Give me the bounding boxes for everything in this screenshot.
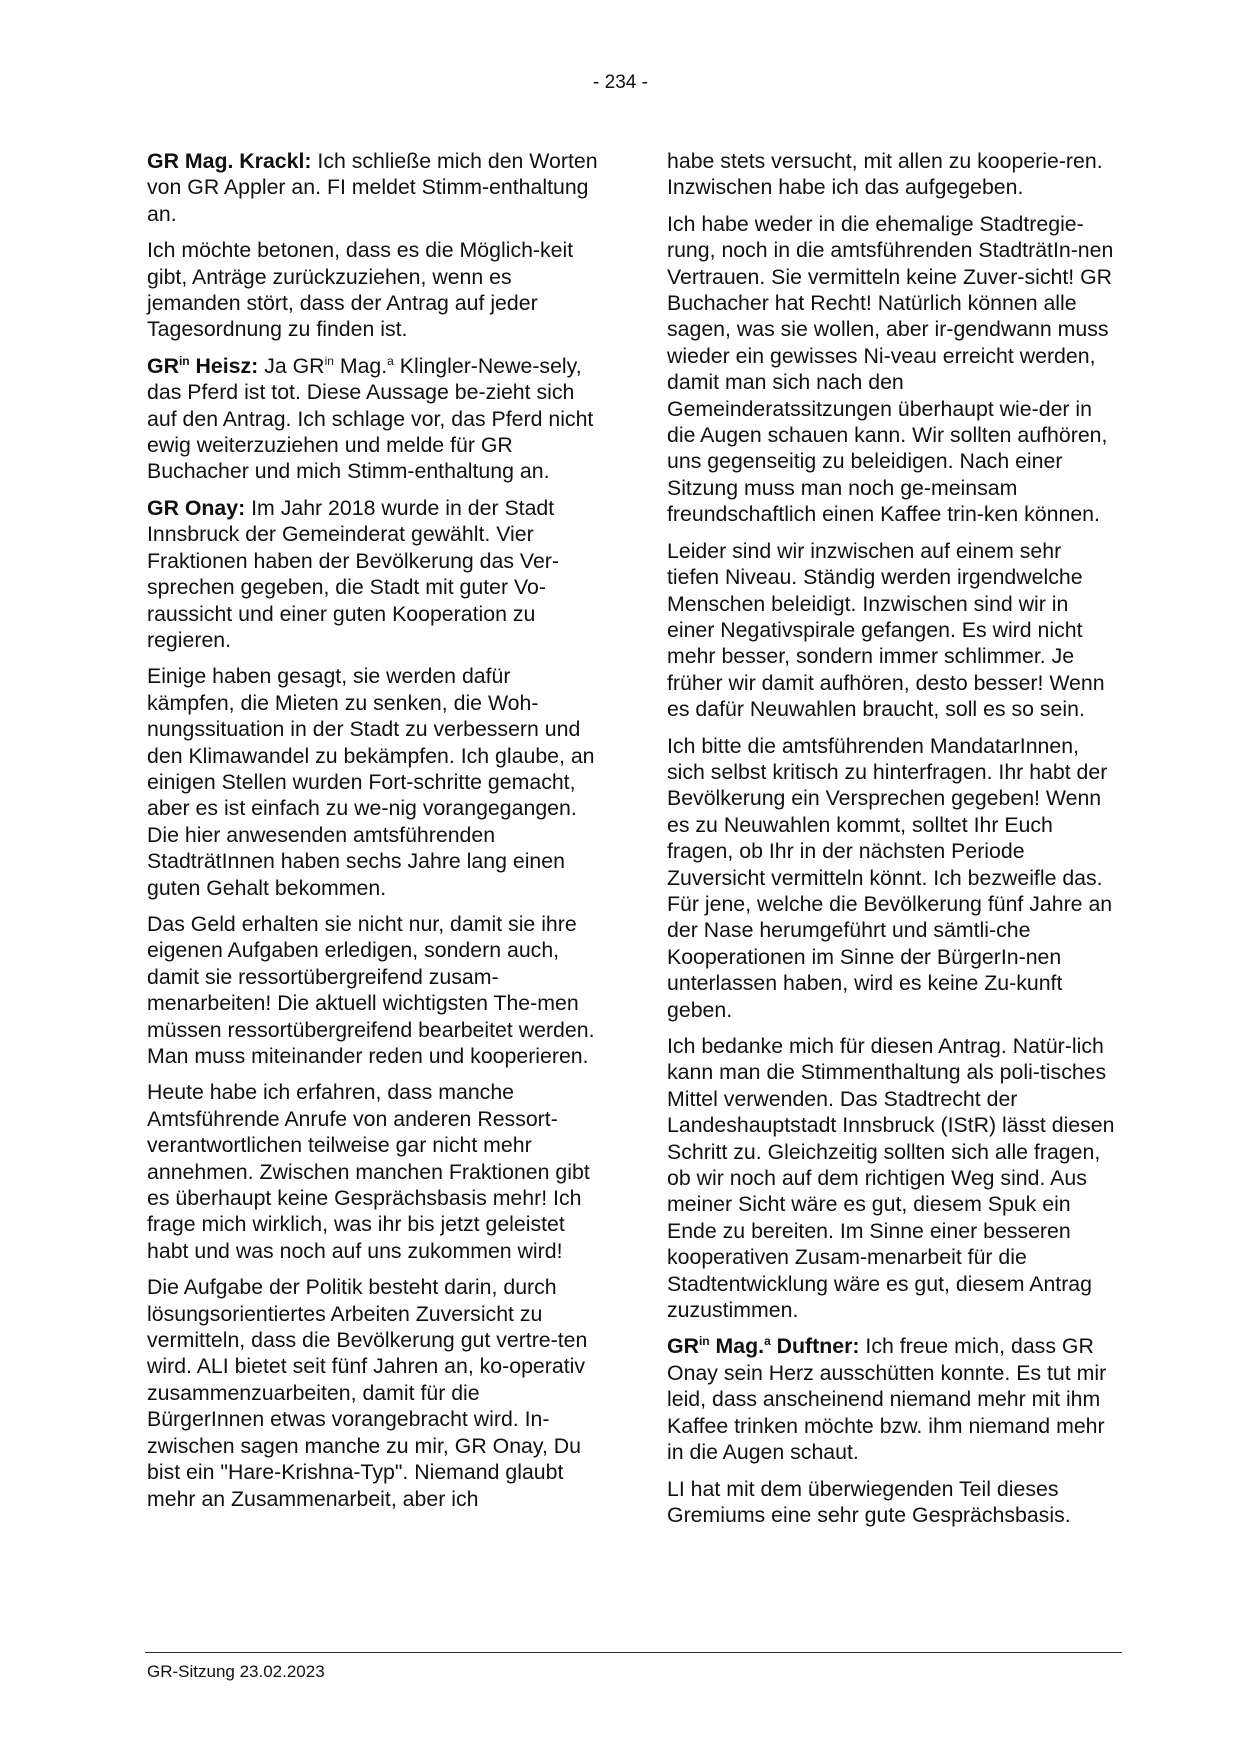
footer-session-date: GR-Sitzung 23.02.2023 [147, 1662, 325, 1681]
paragraph: Die Aufgabe der Politik besteht darin, durch lösungsorientiertes Arbeiten Zuversicht zu vermitteln, dass die Bevölkerung gut vertre-ten wird. ALI bietet seit fünf Jahren an, ko-operativ zusammenzuarbeiten, damit für die BürgerInnen etwas vorangebracht wird. In-zwischen sagen manche zu mir, GR Onay, Du bist ein "Hare-Krishna-Typ". Niemand glaubt mehr an Zusammenarbeit, aber ich [147, 1275, 588, 1511]
paragraph-text: Klingler-Newe-sely, das Pferd ist tot. Diese Aussage be-zieht sich auf den Antrag. Ich schlage vor, das Pferd nicht ewig weiterzuziehen und melde für GR Buchacher und mich Stimm-enthaltung an. [147, 353, 594, 484]
left-column [147, 148, 599, 1522]
paragraph-krackl [147, 148, 599, 227]
page-number: - 234 - [593, 72, 648, 93]
paragraph: Ich bitte die amtsführenden MandatarInnen, sich selbst kritisch zu hinterfragen. Ihr habt der Bevölkerung ein Versprechen gegeben! Wenn es zu Neuwahlen kommt, solltet Ihr Euch fragen, ob Ihr in der nächsten Periode Zuversicht vermitteln könnt. Ich bezweifle das. Für jene, welche die Bevölkerung fünf Jahre an der Nase herumgeführt und sämtli-che Kooperationen im Sinne der BürgerIn-nen unterlassen haben, wird es keine Zu-kunft geben. [667, 733, 1113, 1022]
speaker-name: $GR^{in}$ Heisz: [147, 353, 259, 378]
footer-divider [145, 1652, 1122, 1653]
paragraph-text: Ich freue mich, dass GR Onay sein Herz ausschütten konnte. Es tut mir leid, dass anscheinend niemand mehr mit ihm Kaffee trinken möchte bzw. ihm niemand mehr in die Augen schaut. [667, 1334, 1107, 1465]
paragraph: Leider sind wir inzwischen auf einem sehr tiefen Niveau. Ständig werden irgendwelche Menschen beleidigt. Inzwischen sind wir in einer Negativspirale gefangen. Es wird nicht mehr besser, sondern immer schlimmer. Je früher wir damit aufhören, desto besser! Wenn es dafür Neuwahlen braucht, soll es so sein. [667, 538, 1105, 722]
paragraph: Heute habe ich erfahren, dass manche Amtsführende Anrufe von anderen Ressort-verantwortlichen teilweise gar nicht mehr annehmen. Zwischen manchen Fraktionen gibt es überhaupt keine Gesprächsbasis mehr! Ich frage mich wirklich, was ihr bis jetzt geleistet habt und was noch auf uns zukommen wird! [147, 1080, 590, 1263]
paragraph-heisz: $GR^{in}$ Heisz: Ja $GR^{in}$ Mag.$^a$ Klingler-Newe-sely, das Pferd ist tot. Diese Aussage be-zieht sich auf den Antrag. Ich schlage vor, das Pferd nicht ewig weiterzuziehen und melde für GR Buchacher und mich Stimm-enthaltung an. [147, 353, 594, 484]
speaker-name: GR Onay: [147, 495, 246, 520]
right-column [667, 148, 1119, 1538]
paragraph: Ich habe weder in die ehemalige Stadtregie-rung, noch in die amtsführenden StadträtIn-nen Vertrauen. Sie vermitteln keine Zuver-sicht! GR Buchacher hat Recht! Natürlich können alle sagen, was sie wollen, aber ir-gendwann muss wieder ein gewisses Ni-veau erreicht werden, damit man sich nach den Gemeinderatssitzungen überhaupt wie-der in die Augen schauen kann. Wir sollten aufhören, uns gegenseitig zu beleidigen. Nach einer Sitzung muss man noch ge-meinsam freundschaftlich einen Kaffee trin-ken können. [667, 211, 1114, 527]
speaker-name: GR Mag. Krackl: [147, 149, 312, 173]
paragraph: Das Geld erhalten sie nicht nur, damit sie ihre eigenen Aufgaben erledigen, sondern auch, damit sie ressortübergreifend zusam-menarbeiten! Die aktuell wichtigsten The-men müssen ressortübergreifend bearbeitet werden. Man muss miteinander reden und kooperieren. [147, 911, 595, 1068]
paragraph: Ich möchte betonen, dass es die Möglich-keit gibt, Anträge zurückzuziehen, wenn es jemanden stört, dass der Antrag auf jeder Tagesordnung zu finden ist. [147, 238, 574, 342]
paragraph: LI hat mit dem überwiegenden Teil dieses Gremiums eine sehr gute Gesprächsbasis. [667, 1476, 1071, 1527]
paragraph: habe stets versucht, mit allen zu kooperie-ren. Inzwischen habe ich das aufgegeben. [667, 149, 1103, 200]
paragraph-text: Im Jahr 2018 wurde in der Stadt Innsbruck der Gemeinderat gewählt. Vier Fraktionen haben der Bevölkerung das Ver-sprechen gegeben, die Stadt mit guter Vo-raussicht und einer guten Kooperation zu regieren. [147, 495, 559, 652]
paragraph-text: Ich schließe mich den Worten von GR Appler an. FI meldet Stimm-enthaltung an. [147, 149, 598, 226]
paragraph-duftner [667, 1333, 1119, 1465]
paragraph: Ich bedanke mich für diesen Antrag. Natür-lich kann man die Stimmenthaltung als poli-tisches Mittel verwenden. Das Stadtrecht der Landeshauptstadt Innsbruck (IStR) lässt diesen Schritt zu. Gleichzeitig sollten sich alle fragen, ob wir noch auf dem richtigen Weg sind. Aus meiner Sicht wäre es gut, diesem Spuk ein Ende zu bereiten. Im Sinne einer besseren kooperativen Zusam-menarbeit für die Stadtentwicklung wäre es gut, diesem Antrag zuzustimmen. [667, 1034, 1115, 1323]
speaker-name: $GR^{in}$ Mag.$^a$ Duftner: [667, 1334, 860, 1359]
paragraph: Einige haben gesagt, sie werden dafür kämpfen, die Mieten zu senken, die Woh-nungssituation in der Stadt zu verbessern und den Klimawandel zu bekämpfen. Ich glaube, an einigen Stellen wurden Fort-schritte gemacht, aber es ist einfach zu we-nig vorangegangen. Die hier anwesenden amtsführenden StadträtInnen haben sechs Jahre lang einen guten Gehalt bekommen. [147, 664, 595, 900]
paragraph-onay [147, 495, 599, 653]
